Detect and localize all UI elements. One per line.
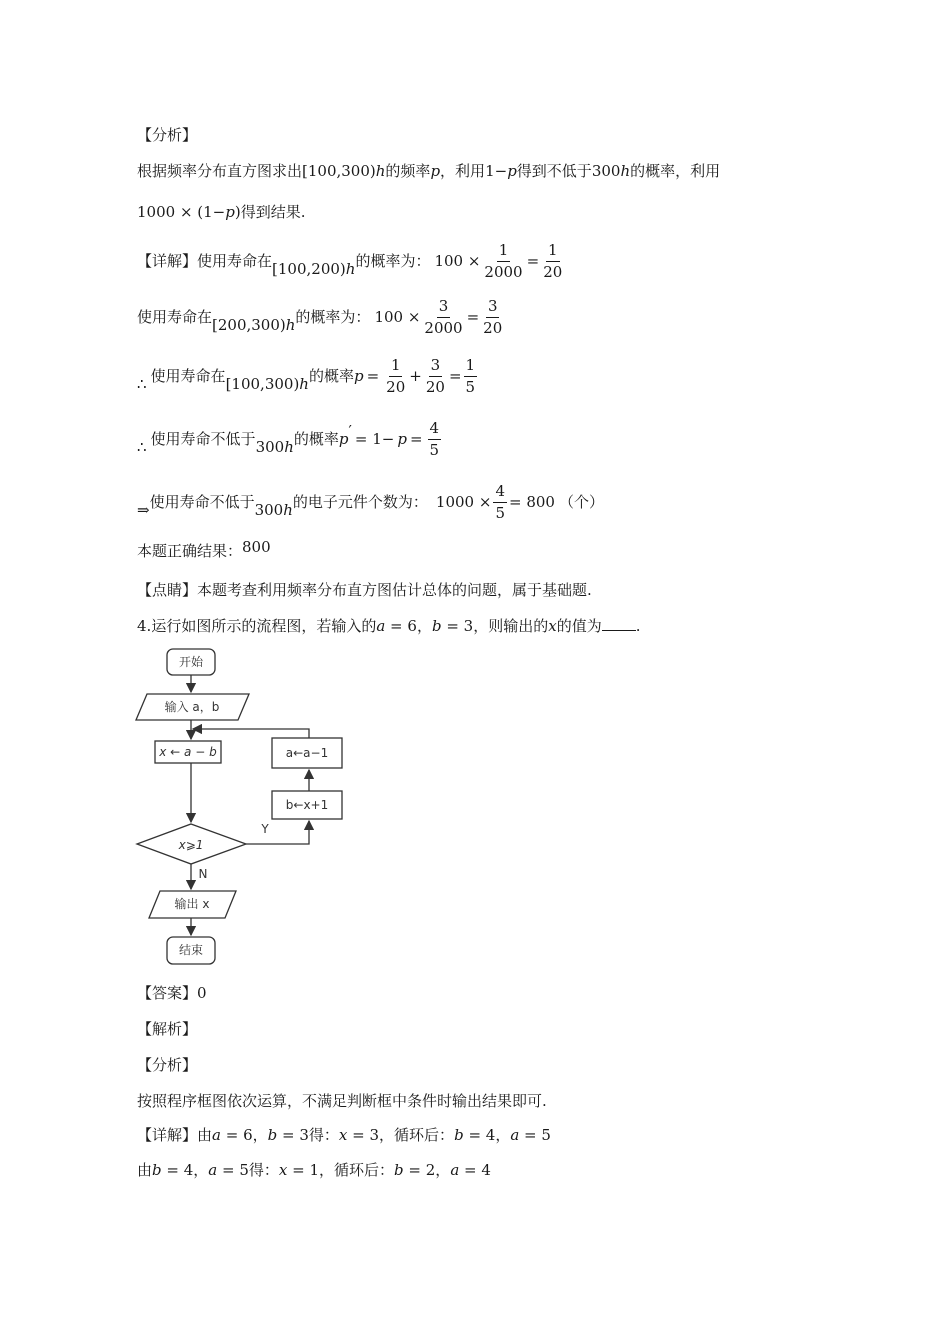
flow-input-label: 输入 a，b [164, 700, 220, 714]
section-heading-analysis-2: 【分析】 [137, 1056, 198, 1074]
detail-label: 【详解】 [137, 251, 198, 270]
jiexi-heading: 【解析】 [137, 1020, 198, 1038]
flow-increment-label: b←x+1 [285, 798, 329, 812]
flow-decrement-label: a←a−1 [285, 746, 329, 760]
answer-line: 【答案】0 [137, 984, 207, 1002]
flow-yes-label: Y [261, 822, 269, 836]
fraction: $\frac{1}{5}$ [465, 356, 476, 396]
detail-line-2: 使用寿命在 [200,300) h 的概率为： 100 × $\frac{3}{2000}$ = $\frac{3}{20}$ [137, 297, 503, 337]
flow-assign-label: x ← a − b [159, 745, 217, 759]
flow-end-label: 结束 [178, 943, 204, 957]
fraction: $\frac{3}{20}$ [483, 297, 503, 337]
detail-line-1: 【详解】 使用寿命在 [100,200) h 的概率为： 100 × $\frac{1}{2000}$ = $\frac{1}{20}$ [137, 241, 563, 281]
fraction: $\frac{1}{20}$ [543, 241, 563, 281]
flow-condition-label: x⩾1 [178, 838, 204, 852]
detail-line-4: ∴ 使用寿命不低于 300 h 的概率 p ′ = 1− p = $\frac{4}{5}$ [137, 419, 440, 459]
comment-line: 【点睛】本题考查利用频率分布直方图估计总体的问题，属于基础题. [137, 581, 592, 599]
result-line: 本题正确结果：800 [137, 538, 271, 560]
flow-start-label: 开始 [178, 655, 204, 669]
fraction: $\frac{3}{20}$ [425, 356, 445, 396]
detail2-line-1: 【详解】由a = 6，b = 3得：x = 3，循环后：b = 4，a = 5 [137, 1126, 551, 1144]
question-4: 4.运行如图所示的流程图，若输入的a = 6，b = 3，则输出的x的值为 . [137, 617, 641, 635]
fraction: $\frac{4}{5}$ [429, 419, 440, 459]
flow-no-label: N [198, 867, 208, 881]
fraction: $\frac{1}{20}$ [386, 356, 406, 396]
flow-output-label: 输出 x [174, 897, 210, 911]
analysis-line-1: 根据频率分布直方图求出[100,300)h的频率p，利用1−p得到不低于300h的概率，利用 [137, 162, 721, 180]
analysis2-line: 按照程序框图依次运算，不满足判断框中条件时输出结果即可. [137, 1092, 547, 1110]
fraction: $\frac{4}{5}$ [495, 482, 505, 522]
detail-line-5: ⇒ 使用寿命不低于 300 h 的电子元件个数为： 1000 × $\frac{4}{5}$ = 800 （个） [137, 482, 604, 522]
analysis-line-2: 1000 × (1−p)得到结果. [137, 203, 306, 221]
fraction: $\frac{3}{2000}$ [424, 297, 463, 337]
section-heading-analysis: 【分析】 [137, 126, 198, 144]
detail-line-3: ∴ 使用寿命在 [100,300) h 的概率 p = $\frac{1}{20}$ + $\frac{3}{20}$ = $\frac{1}{5}$ [137, 356, 476, 396]
fraction: $\frac{1}{2000}$ [484, 241, 523, 281]
detail2-line-2: 由b = 4，a = 5得：x = 1，循环后：b = 2，a = 4 [137, 1161, 491, 1179]
